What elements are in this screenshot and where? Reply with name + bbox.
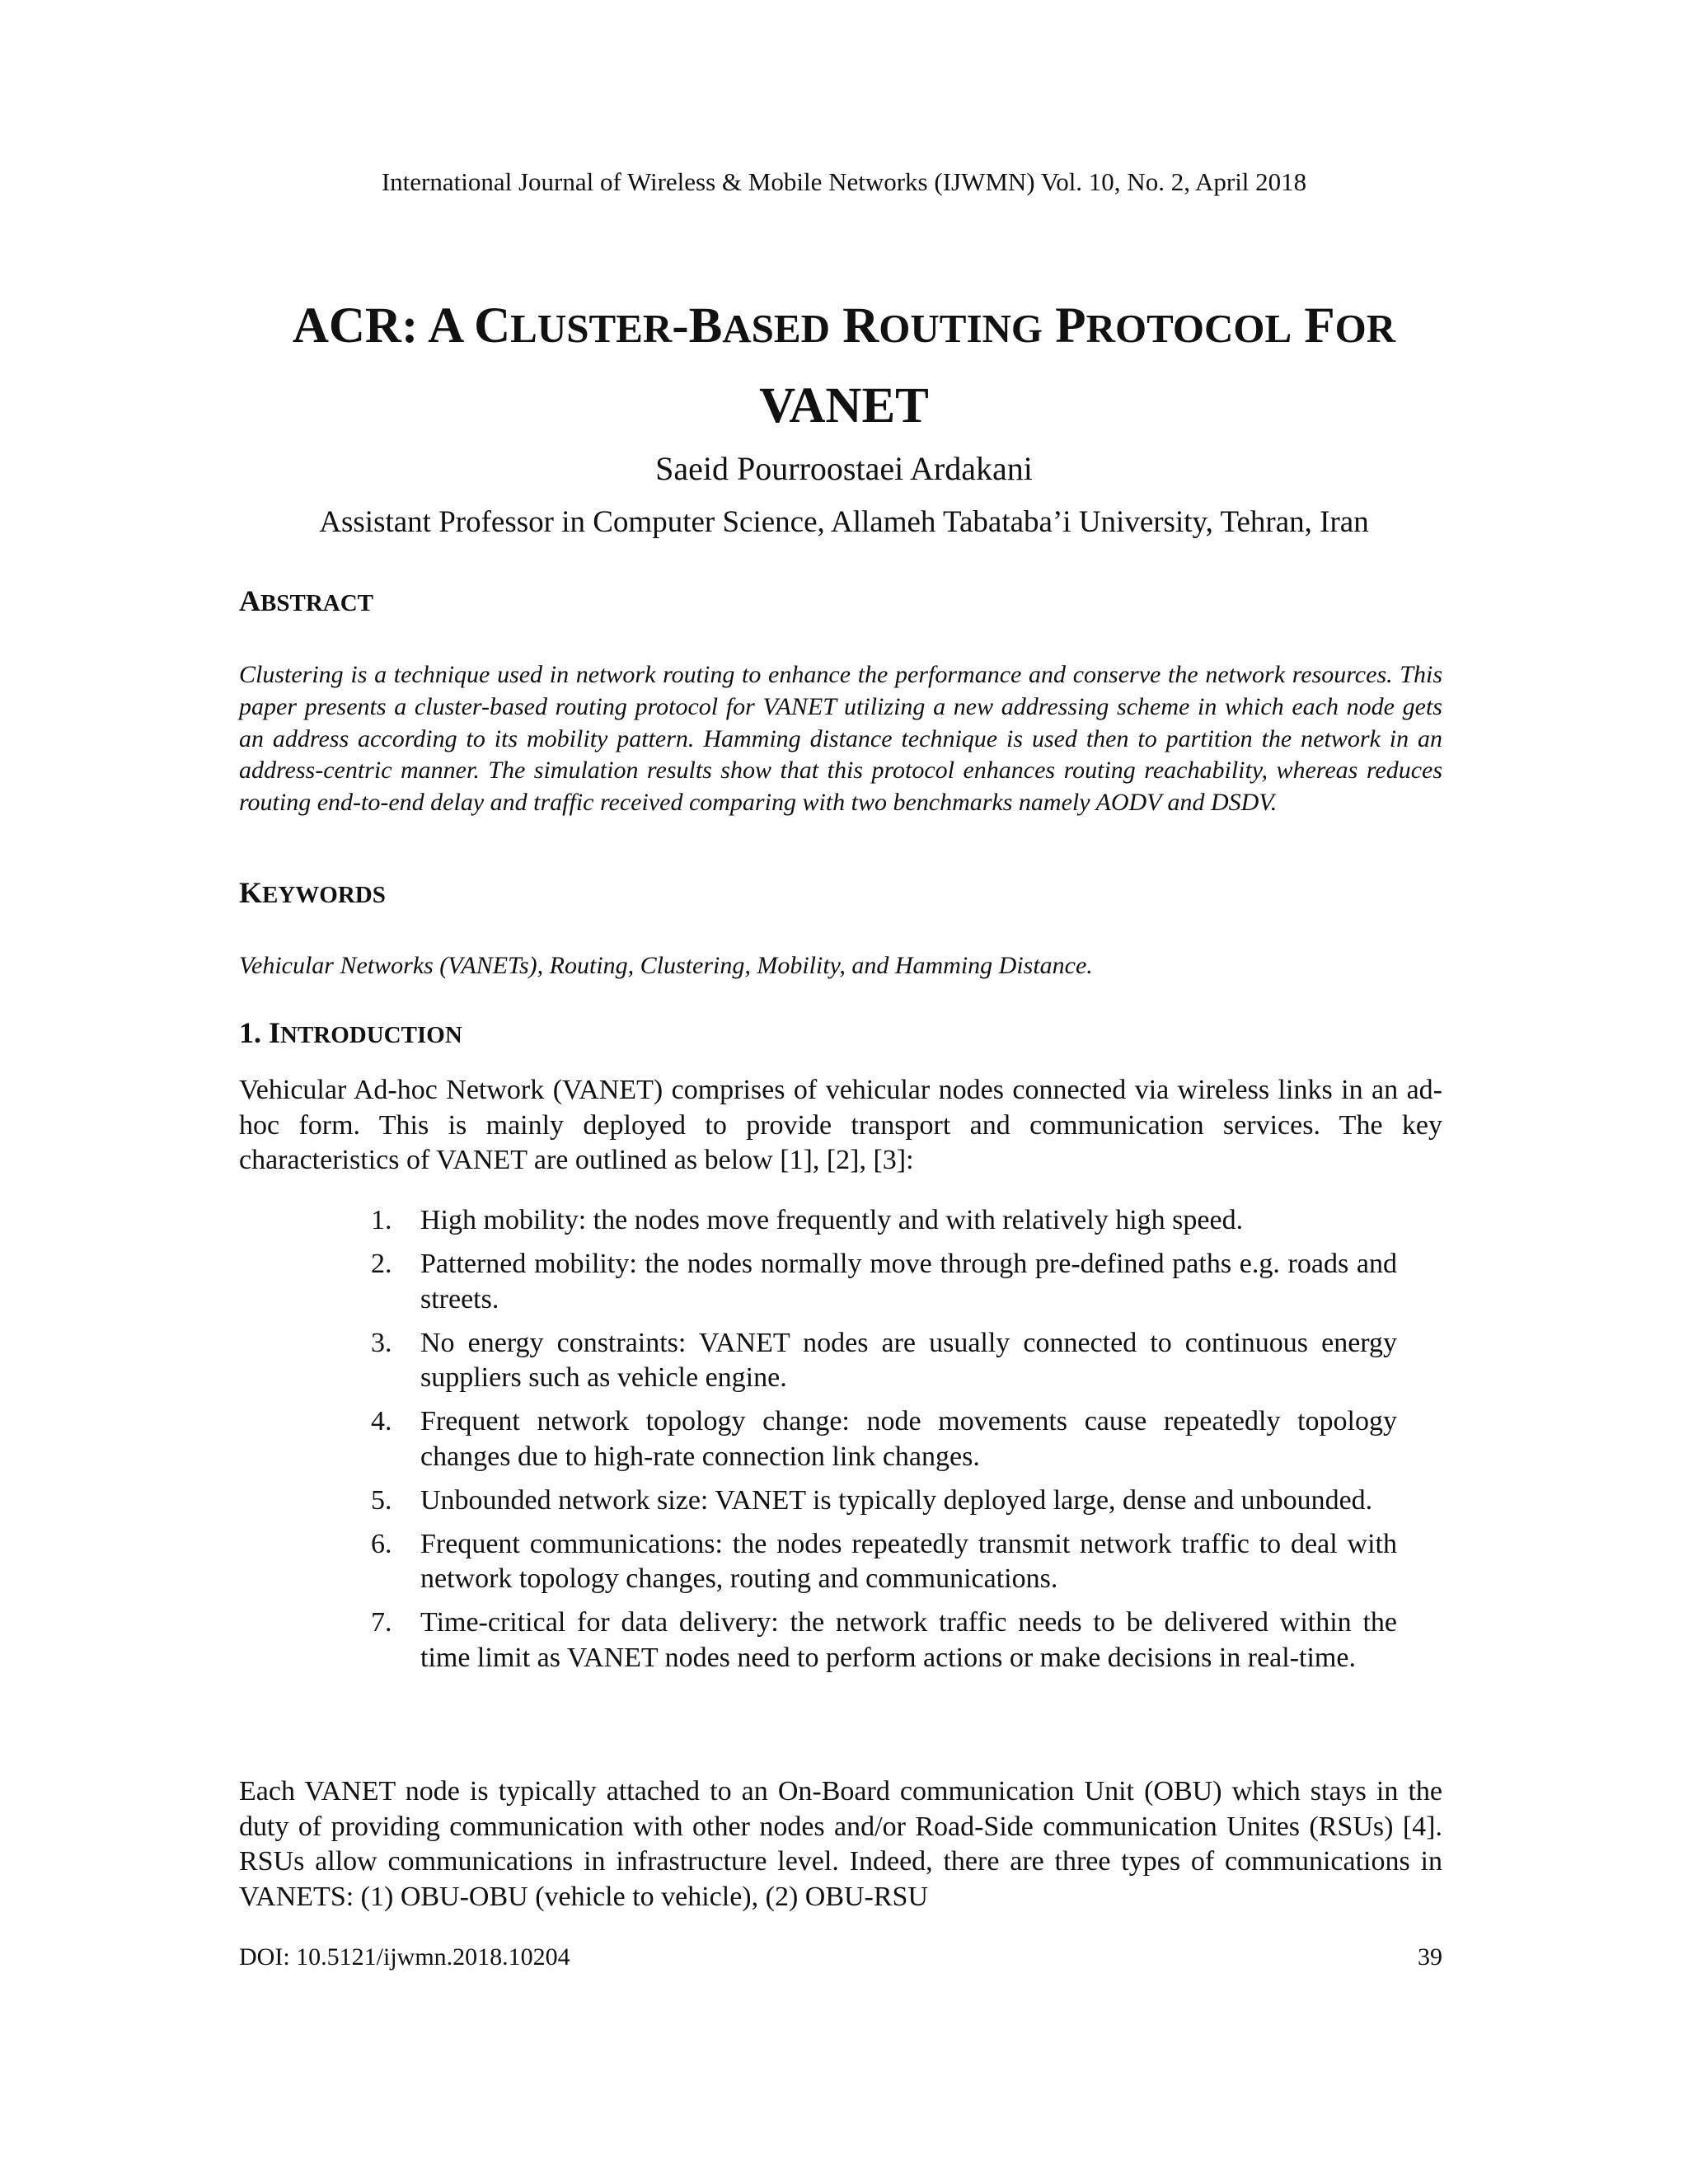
keywords-heading-initial: K [239, 876, 263, 909]
list-item-text: High mobility: the nodes move frequently and with relatively high speed. [420, 1205, 1244, 1235]
list-item-text: Patterned mobility: the nodes normally move through pre-defined paths e.g. roads and streets. [420, 1249, 1397, 1315]
list-item [371, 1483, 1397, 1519]
keywords-text: Vehicular Networks (VANETs), Routing, Clustering, Mobility, and Hamming Distance. [239, 952, 1093, 979]
title-segment: R [829, 298, 879, 354]
list-item-number: 4. [371, 1406, 392, 1436]
list-item-number: 3. [371, 1327, 392, 1358]
title-segment: OUTING [879, 306, 1043, 351]
list-item-text: Time-critical for data delivery: the network traffic needs to be delivered within the time limit as VANET nodes need to perform actions or make decisions in real-time. [420, 1607, 1397, 1673]
page-number: 39 [1418, 1943, 1442, 1971]
list-item [371, 1527, 1397, 1597]
list-item-number: 2. [371, 1249, 392, 1279]
title-segment: OR [1334, 306, 1396, 351]
list-item [371, 1605, 1397, 1675]
title-line-1 [0, 293, 1688, 373]
title-segment: LUSTER [510, 306, 673, 351]
abstract-text: Clustering is a technique used in network routing to enhance the performance and conserve the network resources. This paper presents a cluster-based routing protocol for VANET utilizing a new addressing scheme in which each node gets an address according to its mobility pattern. Hamming distance technique is used then to partition the network in an address-centric manner. The simulation results show that this protocol enhances routing reachability, whereas reduces routing end-to-end delay and traffic received comparing with two benchmarks namely AODV and DSDV. [239, 661, 1442, 817]
paper-title [0, 293, 1688, 440]
list-item-number: 5. [371, 1484, 392, 1516]
title-segment: ASED [722, 306, 830, 351]
introduction-heading-initial: 1. I [239, 1016, 281, 1049]
list-item [371, 1203, 1397, 1239]
introduction-heading-rest: NTRODUCTION [280, 1022, 462, 1048]
title-segment: P [1043, 298, 1086, 354]
title-segment: F [1292, 298, 1335, 354]
list-item-number: 7. [371, 1607, 392, 1638]
title-segment: ACR: A C [292, 298, 511, 354]
list-item-text: No energy constraints: VANET nodes are usually connected to continuous energy suppliers such as vehicle engine. [420, 1327, 1397, 1393]
list-item-text: Frequent network topology change: node movements cause repeatedly topology changes due to high-rate connection link changes. [420, 1406, 1397, 1472]
title-segment: -B [672, 298, 723, 354]
keywords-heading [239, 875, 386, 910]
abstract-heading-rest: BSTRACT [260, 590, 373, 616]
title-line-2: VANET [759, 378, 929, 434]
introduction-paragraph-2: Each VANET node is typically attached to an On-Board communication Unit (OBU) which stays in the duty of providing communication with other nodes and/or Road-Side communication Unites (RSUs) [4]. RSUs allow communications in infrastructure level. Indeed, there are three types of communications in VANETS: (1) OBU-OBU (vehicle to vehicle), (2) OBU-RSU [239, 1776, 1442, 1912]
introduction-paragraph-1: Vehicular Ad-hoc Network (VANET) comprises of vehicular nodes connected via wireless links in an ad-hoc form. This is mainly deployed to provide transport and communication services. The key characteristics of VANET are outlined as below [1], [2], [3]: [239, 1075, 1442, 1175]
keywords-heading-rest: EYWORDS [262, 882, 386, 908]
abstract-heading-initial: A [239, 584, 260, 617]
list-item [371, 1326, 1397, 1396]
list-item-number: 6. [371, 1528, 392, 1559]
journal-header: International Journal of Wireless & Mobile Networks (IJWMN) Vol. 10, No. 2, April 2018 [381, 167, 1307, 196]
list-item [371, 1404, 1397, 1474]
author-name: Saeid Pourroostaei Ardakani [655, 450, 1033, 487]
title-segment: ROTOCOL [1085, 306, 1292, 351]
list-item-text: Frequent communications: the nodes repeatedly transmit network traffic to deal with network topology changes, routing and communications. [420, 1528, 1397, 1594]
doi-footer: DOI: 10.5121/ijwmn.2018.10204 [239, 1943, 570, 1971]
author-affiliation: Assistant Professor in Computer Science, Allameh Tabataba’i University, Tehran, Iran [319, 505, 1369, 539]
characteristics-list [371, 1203, 1397, 1685]
list-item [371, 1247, 1397, 1317]
introduction-heading [239, 1015, 462, 1050]
list-item-number: 1. [371, 1205, 392, 1235]
list-item-text: Unbounded network size: VANET is typically deployed large, dense and unbounded. [420, 1484, 1373, 1516]
abstract-heading [239, 583, 373, 618]
